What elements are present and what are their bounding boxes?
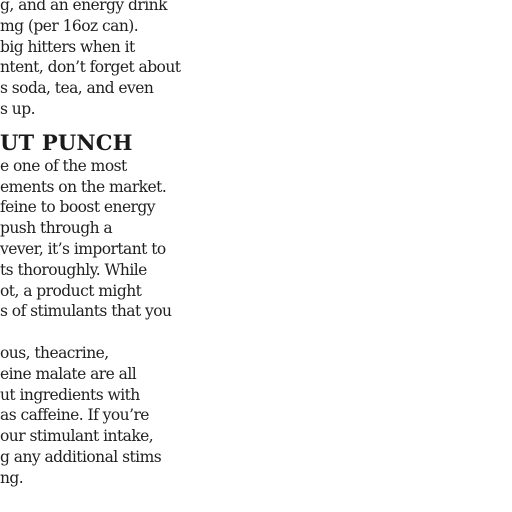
text-line: s soda, tea, and even [0, 79, 154, 98]
text-line: ts thoroughly. While [0, 260, 147, 279]
text-line: s up. [0, 99, 35, 118]
text-line: g any additional stims [0, 447, 162, 466]
text-line: ous, theacrine, [0, 343, 109, 362]
section-heading: UT PUNCH [0, 129, 133, 155]
paragraph-pre-workout [0, 156, 182, 322]
text-line: ut ingredients with [0, 385, 140, 404]
text-line: ot, a product might [0, 281, 142, 300]
text-line: ements on the market. [0, 177, 167, 196]
text-line: our stimulant intake, [0, 427, 154, 446]
text-line: as caffeine. If you’re [0, 406, 149, 425]
paragraph-stimulant-ingredients [0, 343, 182, 489]
text-line: ng. [0, 468, 24, 487]
text-line: s of stimulants that you [0, 302, 172, 321]
text-line: ntent, don’t forget about [0, 58, 181, 77]
text-line: g, and an energy drink [0, 0, 167, 14]
text-line: vever, it’s important to [0, 239, 166, 258]
text-line: mg (per 16oz can). [0, 16, 139, 35]
text-line: feine to boost energy [0, 198, 155, 217]
text-line: big hitters when it [0, 37, 135, 56]
text-line: e one of the most [0, 156, 127, 175]
text-line: eine malate are all [0, 364, 137, 383]
text-line: push through a [0, 219, 113, 238]
text-column [0, 0, 182, 489]
paragraph-spacer [0, 322, 182, 343]
paragraph-caffeine-sources [0, 0, 182, 120]
